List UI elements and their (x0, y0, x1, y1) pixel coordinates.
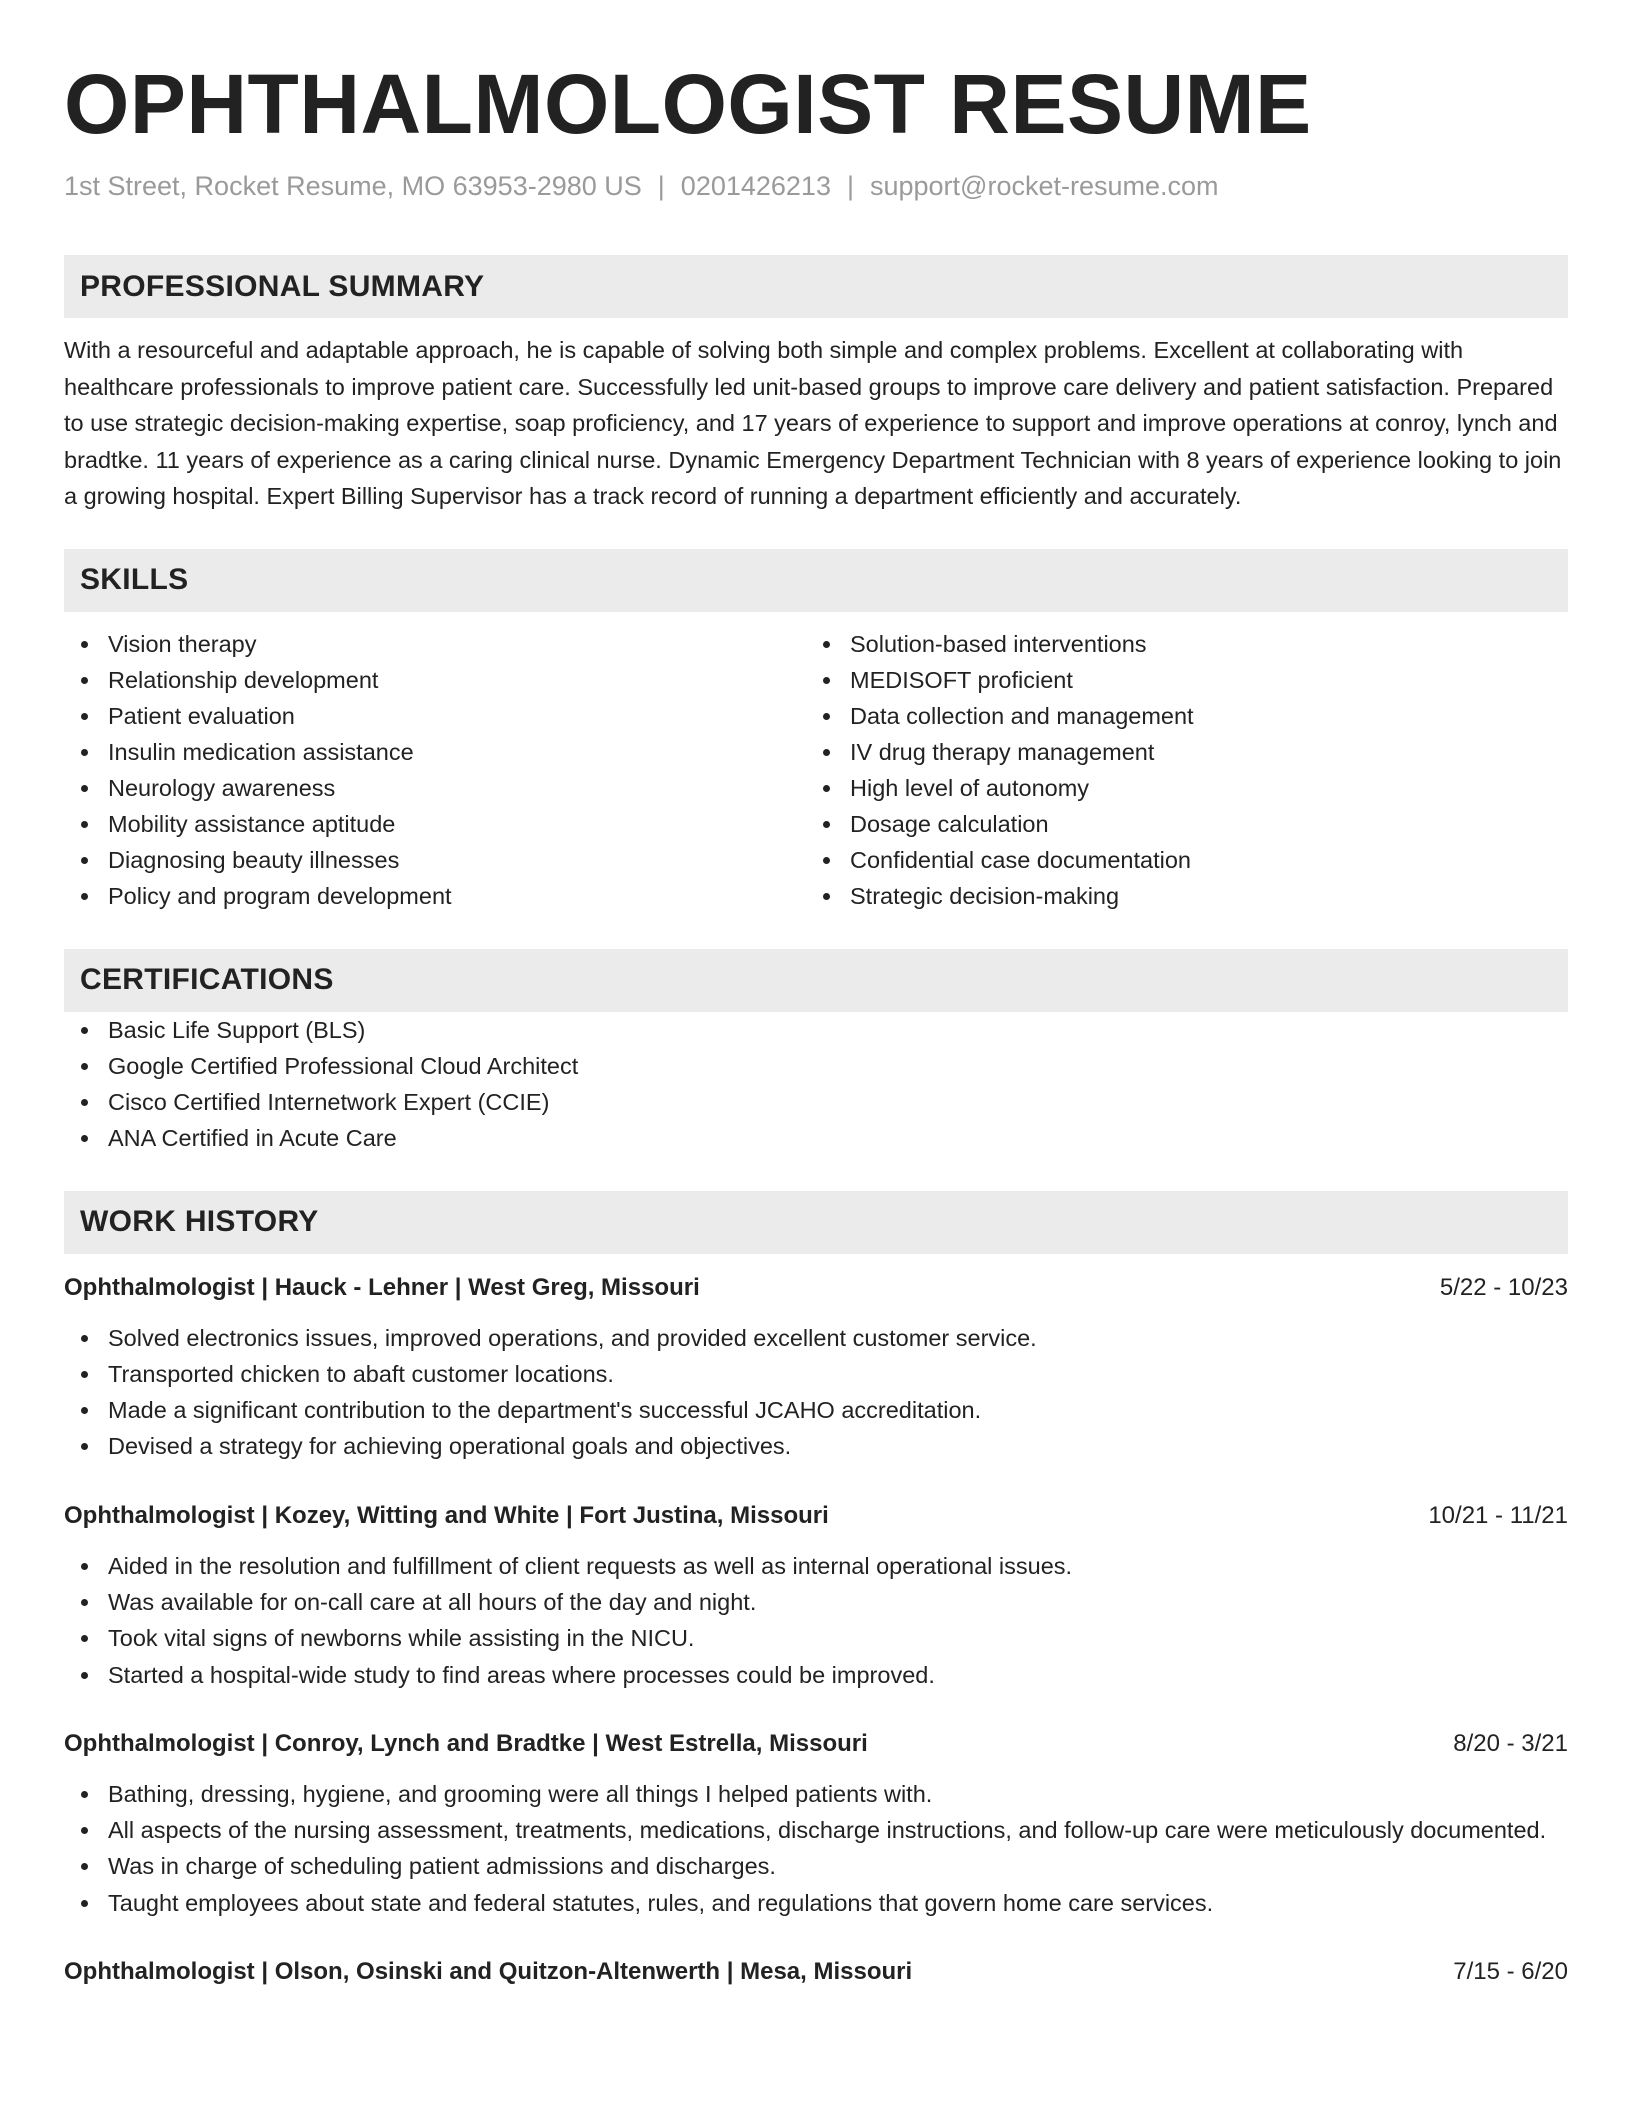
job-bullet (64, 1776, 1568, 1812)
job-bullet-text: Was in charge of scheduling patient admissions and discharges. (108, 1853, 776, 1880)
skill-item (806, 842, 1548, 878)
job-bullet (64, 1356, 1568, 1392)
skill-item (806, 770, 1548, 806)
bullet-icon (823, 641, 830, 648)
bullet-icon (81, 641, 88, 648)
job-entry (64, 1270, 1568, 1465)
bullet-icon (81, 785, 88, 792)
certification-label: Basic Life Support (BLS) (108, 1016, 366, 1043)
skills-column-left (64, 626, 806, 914)
section-header-skills: SKILLS (64, 549, 1568, 612)
bullet-icon (81, 821, 88, 828)
bullet-icon (823, 821, 830, 828)
certification-item (64, 1084, 1568, 1120)
job-bullets (64, 1320, 1568, 1465)
bullet-icon (81, 749, 88, 756)
bullet-icon (81, 1827, 88, 1834)
job-title: Ophthalmologist | Olson, Osinski and Quitzon-Altenwerth | Mesa, Missouri (64, 1958, 913, 1986)
job-entry (64, 1954, 1568, 1990)
contact-address: 1st Street, Rocket Resume, MO 63953-2980 US (64, 171, 642, 201)
bullet-icon (81, 1791, 88, 1798)
skill-label: Dosage calculation (850, 810, 1049, 837)
job-header (64, 1270, 1568, 1306)
skill-item (64, 626, 806, 662)
skill-item (806, 698, 1548, 734)
bullet-icon (81, 1563, 88, 1570)
job-title: Ophthalmologist | Conroy, Lynch and Bradtke | West Estrella, Missouri (64, 1729, 868, 1757)
job-bullet-text: Made a significant contribution to the department's successful JCAHO accreditation. (108, 1397, 982, 1424)
contact-phone: 0201426213 (680, 171, 831, 201)
section-header-work-history: WORK HISTORY (64, 1191, 1568, 1254)
certification-item (64, 1012, 1568, 1048)
job-bullet (64, 1548, 1568, 1584)
contact-separator: | (846, 171, 854, 201)
skill-label: IV drug therapy management (850, 738, 1155, 765)
job-bullet (64, 1812, 1568, 1848)
job-entry (64, 1498, 1568, 1693)
certification-label: ANA Certified in Acute Care (108, 1124, 397, 1151)
bullet-icon (81, 1335, 88, 1342)
bullet-icon (81, 1443, 88, 1450)
skills-list-right (806, 626, 1548, 914)
bullet-icon (81, 857, 88, 864)
bullet-icon (823, 749, 830, 756)
skill-item (64, 878, 806, 914)
skill-label: Patient evaluation (108, 702, 295, 729)
job-header (64, 1954, 1568, 1990)
contact-separator: | (657, 171, 665, 201)
bullet-icon (81, 1672, 88, 1679)
job-bullet (64, 1320, 1568, 1356)
job-title: Ophthalmologist | Hauck - Lehner | West Greg, Missouri (64, 1273, 700, 1301)
certifications-list (64, 1012, 1568, 1156)
skill-label: Mobility assistance aptitude (108, 810, 396, 837)
job-bullet-text: Transported chicken to abaft customer locations. (108, 1360, 614, 1387)
job-entry (64, 1726, 1568, 1921)
job-bullets (64, 1548, 1568, 1693)
bullet-icon (81, 1900, 88, 1907)
skill-item (806, 878, 1548, 914)
skill-label: Policy and program development (108, 882, 452, 909)
bullet-icon (823, 785, 830, 792)
job-bullet (64, 1620, 1568, 1656)
job-bullets (64, 1776, 1568, 1921)
bullet-icon (81, 1371, 88, 1378)
job-bullet-text: Bathing, dressing, hygiene, and grooming were all things I helped patients with. (108, 1780, 933, 1807)
bullet-icon (81, 713, 88, 720)
job-dates: 7/15 - 6/20 (1453, 1958, 1568, 1986)
skill-item (806, 734, 1548, 770)
certification-item (64, 1120, 1568, 1156)
job-bullet (64, 1848, 1568, 1884)
skill-label: MEDISOFT proficient (850, 666, 1073, 693)
job-dates: 10/21 - 11/21 (1428, 1501, 1568, 1529)
skills-columns (64, 626, 1568, 914)
certification-item (64, 1048, 1568, 1084)
bullet-icon (81, 677, 88, 684)
bullet-icon (81, 1027, 88, 1034)
bullet-icon (81, 1099, 88, 1106)
job-bullet-text: Took vital signs of newborns while assisting in the NICU. (108, 1625, 695, 1652)
skill-label: Neurology awareness (108, 774, 336, 801)
job-bullet-text: Solved electronics issues, improved operations, and provided excellent customer service. (108, 1324, 1037, 1351)
job-bullet-text: Devised a strategy for achieving operational goals and objectives. (108, 1433, 792, 1460)
job-bullet-text: Aided in the resolution and fulfillment of client requests as well as internal operational issues. (108, 1552, 1073, 1579)
certification-label: Cisco Certified Internetwork Expert (CCIE) (108, 1088, 550, 1115)
skill-label: High level of autonomy (850, 774, 1090, 801)
bullet-icon (81, 1599, 88, 1606)
job-bullet-text: All aspects of the nursing assessment, treatments, medications, discharge instructions, and follow-up care were meticulously documented. (108, 1817, 1547, 1844)
bullet-icon (81, 1135, 88, 1142)
job-bullet (64, 1584, 1568, 1620)
skill-item (64, 698, 806, 734)
contact-email: support@rocket-resume.com (869, 171, 1219, 201)
certification-label: Google Certified Professional Cloud Architect (108, 1052, 579, 1079)
job-bullet-text: Taught employees about state and federal statutes, rules, and regulations that govern home care services. (108, 1889, 1214, 1916)
section-header-professional-summary: PROFESSIONAL SUMMARY (64, 255, 1568, 318)
skill-label: Vision therapy (108, 630, 257, 657)
bullet-icon (81, 1407, 88, 1414)
job-bullet (64, 1392, 1568, 1428)
skill-label: Relationship development (108, 666, 379, 693)
contact-line (64, 169, 1568, 203)
summary-text: With a resourceful and adaptable approach, he is capable of solving both simple and complex problems. Excellent at collaborating with healthcare professionals to improve patient care. Successfully led unit-based groups to improve care delivery and patient satisfaction. Prepared to use strategic decision-making expertise, soap proficiency, and 17 years of experience to support and improve operations at conroy, lynch and bradtke. 11 years of experience as a caring clinical nurse. Dynamic Emergency Department Technician with 8 years of experience looking to join a growing hospital. Expert Billing Supervisor has a track record of running a department efficiently and accurately. (64, 337, 1562, 509)
bullet-icon (81, 1063, 88, 1070)
skill-label: Data collection and management (850, 702, 1194, 729)
skill-label: Diagnosing beauty illnesses (108, 846, 400, 873)
job-bullet (64, 1428, 1568, 1464)
skill-item (806, 626, 1548, 662)
skill-item (64, 842, 806, 878)
resume-title: OPHTHALMOLOGIST RESUME (64, 57, 1312, 151)
job-header (64, 1498, 1568, 1534)
skill-label: Insulin medication assistance (108, 738, 414, 765)
skill-item (64, 662, 806, 698)
job-title: Ophthalmologist | Kozey, Witting and White | Fort Justina, Missouri (64, 1501, 829, 1529)
skills-column-right (806, 626, 1548, 914)
bullet-icon (81, 1863, 88, 1870)
skill-label: Solution-based interventions (850, 630, 1147, 657)
bullet-icon (81, 893, 88, 900)
bullet-icon (823, 713, 830, 720)
skills-list-left (64, 626, 806, 914)
bullet-icon (823, 677, 830, 684)
bullet-icon (81, 1635, 88, 1642)
job-dates: 8/20 - 3/21 (1453, 1729, 1568, 1757)
skill-item (64, 770, 806, 806)
resume-page (64, 0, 1568, 1990)
bullet-icon (823, 893, 830, 900)
skill-item (64, 806, 806, 842)
skill-label: Confidential case documentation (850, 846, 1191, 873)
skill-item (64, 734, 806, 770)
job-bullet (64, 1885, 1568, 1921)
skill-item (806, 806, 1548, 842)
skill-label: Strategic decision-making (850, 882, 1120, 909)
job-bullet (64, 1657, 1568, 1693)
job-dates: 5/22 - 10/23 (1439, 1273, 1568, 1301)
job-bullet-text: Started a hospital-wide study to find areas where processes could be improved. (108, 1661, 935, 1688)
job-bullet-text: Was available for on-call care at all hours of the day and night. (108, 1588, 757, 1615)
section-header-certifications: CERTIFICATIONS (64, 949, 1568, 1012)
job-header (64, 1726, 1568, 1762)
bullet-icon (823, 857, 830, 864)
skill-item (806, 662, 1548, 698)
